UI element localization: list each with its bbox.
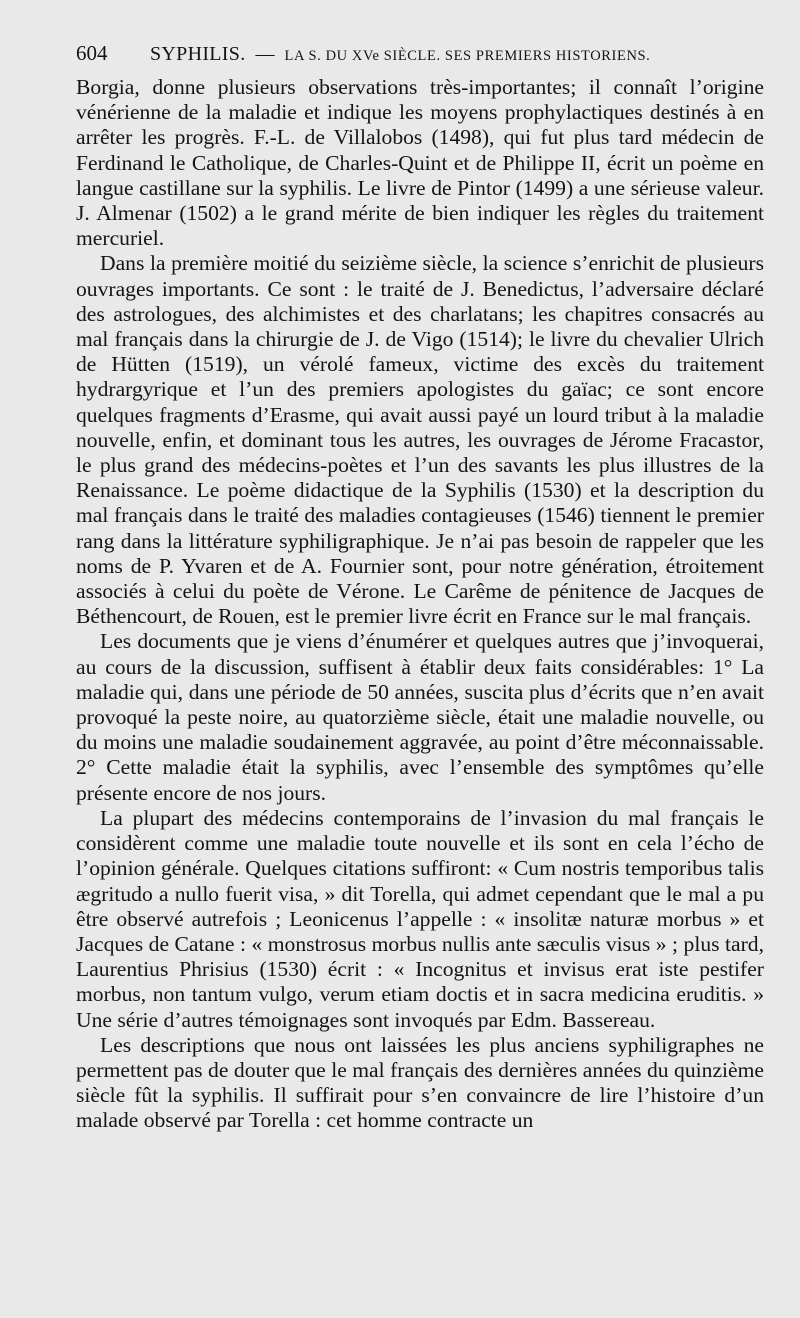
paragraph: Les documents que je viens d’énumérer et quelques autres que j’invoquerai, au cours de la discussion, suffisent à établir deux faits considérables: 1° La maladie qui, dans une période de 50 années, suscita plus d’écrits que n’en avait provoqué la peste noire, au quatorzième siècle, était une maladie nouvelle, ou du moins une maladie soudainement aggravée, au point d’être méconnaissable. 2° Cette maladie était la syphilis, avec l’ensemble des symptômes qu’elle présente encore de nos jours.	[76, 629, 764, 805]
paragraph: La plupart des médecins contemporains de l’invasion du mal français le considèrent comme une maladie toute nouvelle et ils sont en cela l’écho de l’opinion générale. Quelques citations suffiront: « Cum nostris temporibus talis ægritudo a nullo fuerit visa, » dit Torella, qui admet cependant que le mal a pu être observé autrefois ; Leonicenus l’appelle : « insolitæ naturæ morbus » et Jacques de Catane : « monstrosus morbus nullis ante sæculis visus » ; plus tard, Laurentius Phrisius (1530) écrit : « Incognitus et invisus erat iste pestifer morbus, non tantum vulgo, verum etiam doctis et in sacra medicina eruditis. » Une série d’autres témoignages sont invoqués par Edm. Bassereau.	[76, 805, 764, 1032]
page-number: 604	[76, 41, 108, 65]
running-head	[76, 40, 764, 69]
body-text	[76, 75, 764, 1134]
paragraph: Les descriptions que nous ont laissées les plus anciens syphiligraphes ne permettent pas de douter que le mal français des dernières années du quinzième siècle fût la syphilis. Il suffirait pour s’en convaincre de lire l’histoire d’un malade observé par Torella : cet homme contracte un	[76, 1032, 764, 1133]
running-head-title: SYPHILIS.	[150, 43, 246, 65]
paragraph: Dans la première moitié du seizième siècle, la science s’enrichit de plusieurs ouvrages importants. Ce sont : le traité de J. Benedictus, l’adversaire déclaré des astrologues, des alchimistes et des charlatans; les chapitres consacrés au mal français dans la chirurgie de J. de Vigo (1514); le livre du chevalier Ulrich de Hütten (1519), un vérolé fameux, victime des excès du traitement hydrargyrique et l’un des premiers apologistes du gaïac; ce sont encore quelques fragments d’Erasme, qui avait aussi payé un lourd tribut à la maladie nouvelle, enfin, et dominant tous les autres, les ouvrages de Jérome Fracastor, le plus grand des médecins-poètes et l’un des savants les plus illustres de la Renaissance. Le poème didactique de la Syphilis (1530) et la description du mal français dans le traité des maladies contagieuses (1546) tiennent le premier rang dans la littérature syphiligraphique. Je n’ai pas besoin de rappeler que les noms de P. Yvaren et de A. Fournier sont, pour notre génération, étroitement associés à celui du poète de Vérone. Le Carême de pénitence de Jacques de Béthencourt, de Rouen, est le premier livre écrit en France sur le mal français.	[76, 251, 764, 629]
paragraph: Borgia, donne plusieurs observations très-importantes; il connaît l’origine vénérienne de la maladie et indique les moyens prophylactiques destinés à en arrêter les progrès. F.-L. de Villalobos (1498), qui fut plus tard médecin de Ferdinand le Catholique, de Charles-Quint et de Philippe II, écrit un poème en langue castillane sur la syphilis. Le livre de Pintor (1499) a une sérieuse valeur. J. Almenar (1502) a le grand mérite de bien indiquer les règles du traitement mercuriel.	[76, 75, 764, 251]
running-head-subtitle: LA S. DU XVe SIÈCLE. SES PREMIERS HISTORIENS.	[284, 48, 651, 64]
running-head-dash: —	[255, 44, 275, 65]
